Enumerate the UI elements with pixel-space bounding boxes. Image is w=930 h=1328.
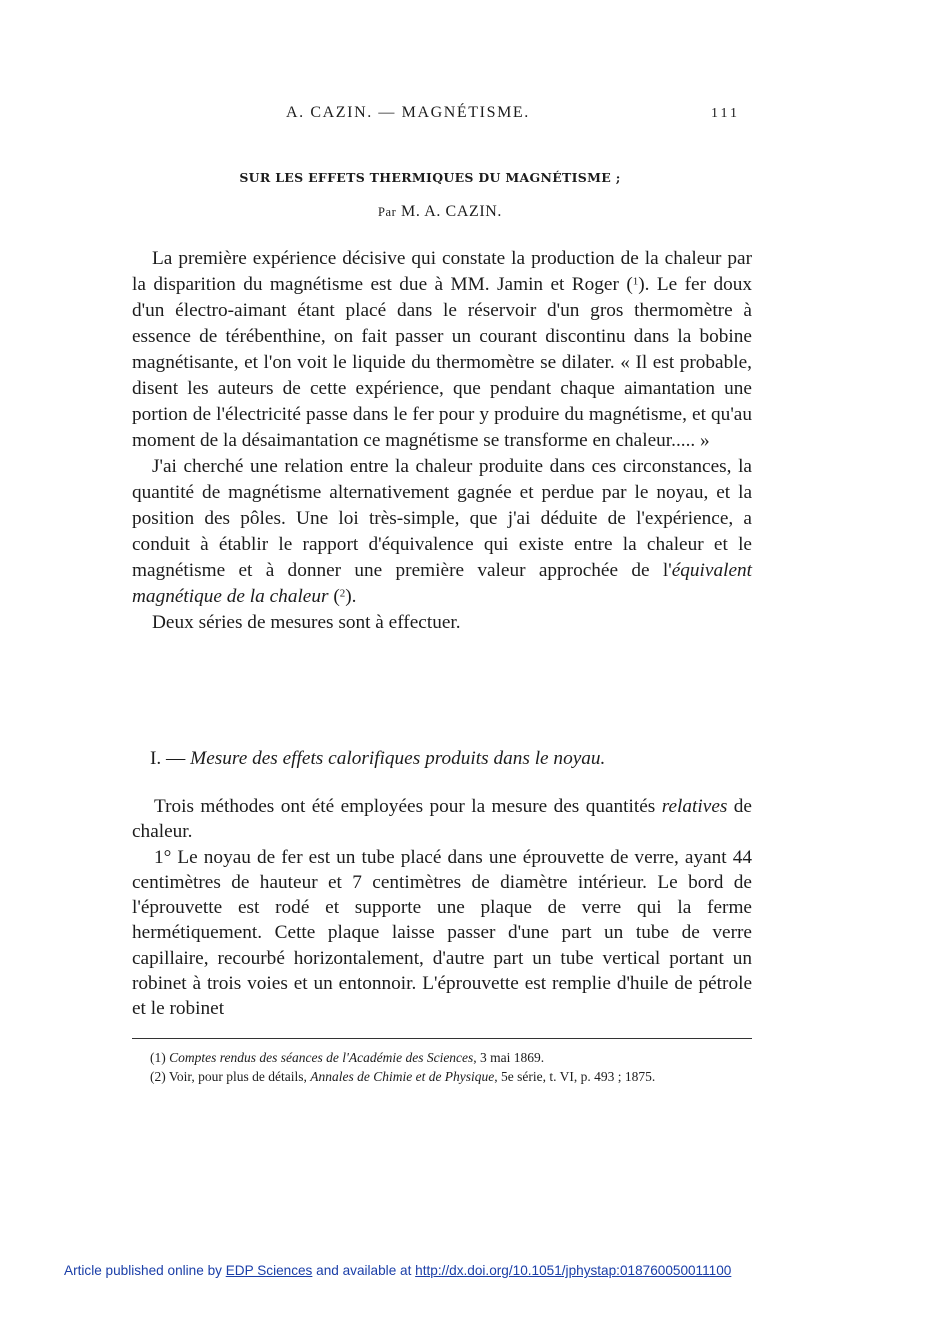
paragraph-5: 1° Le noyau de fer est un tube placé dans une éprouvette de verre, ayant 44 centimètres de hauteur et 7 centimètres de diamètre intérieur. Le bord de l'éprouvette est rodé et supporte une plaque de verre qui la ferme hermétiquement. Cette plaque laisse passer d'une part un tube de verre capillaire, recourbé horizontalement, d'autre part un tube vertical portant un robinet à trois voies et un entonnoir. L'éprouvette est remplie d'huile de pétrole et le robinet	[132, 846, 752, 1020]
paragraph-1-text-b: ). Le fer doux d'un électro-aimant étant placé dans le réservoir d'un gros thermomètre à essence de térébenthine, on fait passer un courant discontinu dans la bobine magnétisante, et l'on voit le liquide du thermomètre se dilater. « Il est probable, disent les auteurs de cette expérience, que pendant chaque aimantation une portion de l'électricité passe dans le fer pour y produire du magnétisme, et qu'au moment de la désaimantation ce magnétisme se transforme en chaleur..... »	[132, 274, 753, 451]
paragraph-4-text-b: de chaleur.	[132, 796, 752, 843]
byline-prefix: Par	[377, 205, 397, 219]
footnote-1-rest: , 3 mai 1869.	[473, 1050, 545, 1065]
paragraph-2-italic: équivalent magnétique de la chaleur	[132, 560, 752, 607]
paragraph-1	[132, 246, 752, 454]
paragraph-2-text-a: J'ai cherché une relation entre la chaleur produite dans ces circonstances, la quantité de magnétisme alternativement gagnée et perdue par le noyau, et la position des pôles. Une loi très-simple, que j'ai déduite de l'expérience, a conduit à établir le rapport d'équivalence qui existe entre la chaleur et le magnétisme et à donner une première valeur approchée de l'	[132, 456, 752, 581]
running-head-title: A. CAZIN. — MAGNÉTISME.	[286, 104, 530, 121]
publisher-link[interactable]: EDP Sciences	[225, 1263, 313, 1278]
section-heading	[150, 748, 770, 770]
page-number: 111	[711, 106, 740, 121]
footnote-2-mark: (2)	[150, 1069, 166, 1084]
doi-link[interactable]: http://dx.doi.org/10.1051/jphystap:018760050011100	[415, 1263, 732, 1278]
publisher-line	[64, 1263, 731, 1278]
footnote-rule	[132, 1038, 752, 1039]
paragraph-4-text-a: Trois méthodes ont été employées pour la mesure des quantités	[154, 796, 662, 817]
article-title: SUR LES EFFETS THERMIQUES DU MAGNÉTISME ;	[239, 170, 621, 185]
footnote-ref-2: 2	[339, 587, 346, 600]
paragraph-2	[132, 454, 752, 610]
publisher-prefix: Article published online by	[64, 1263, 226, 1278]
section-number: I. —	[150, 748, 186, 769]
footnote-2	[132, 1067, 752, 1086]
paragraph-4	[132, 794, 752, 845]
running-head	[0, 104, 930, 128]
paragraph-2-ref-open: (	[328, 586, 340, 607]
paragraph-4-italic: relatives	[661, 796, 728, 817]
footnote-2-text-a: Voir, pour plus de détails,	[168, 1069, 311, 1084]
body-text-section	[132, 794, 752, 1022]
footnote-ref-1: 1	[632, 275, 639, 288]
paragraph-2-text-b: ).	[345, 586, 357, 607]
footnote-1-italic: Comptes rendus des séances de l'Académie des Sciences	[169, 1050, 474, 1065]
publisher-middle: and available at	[312, 1263, 416, 1278]
footnotes	[132, 1048, 752, 1086]
body-text	[132, 246, 752, 636]
byline-author: M. A. CAZIN.	[401, 203, 503, 220]
byline	[0, 203, 880, 221]
footnote-2-italic: Annales de Chimie et de Physique	[310, 1069, 495, 1084]
footnote-1	[132, 1048, 752, 1067]
footnote-2-text-b: , 5e série, t. VI, p. 493 ; 1875.	[494, 1069, 656, 1084]
paragraph-3: Deux séries de mesures sont à effectuer.	[152, 612, 461, 633]
section-title: Mesure des effets calorifiques produits dans le noyau.	[190, 748, 606, 769]
footnote-1-mark: (1)	[150, 1050, 166, 1065]
paragraph-1-text-a: La première expérience décisive qui constate la production de la chaleur par la disparition du magnétisme est due à MM. Jamin et Roger (	[132, 248, 752, 295]
